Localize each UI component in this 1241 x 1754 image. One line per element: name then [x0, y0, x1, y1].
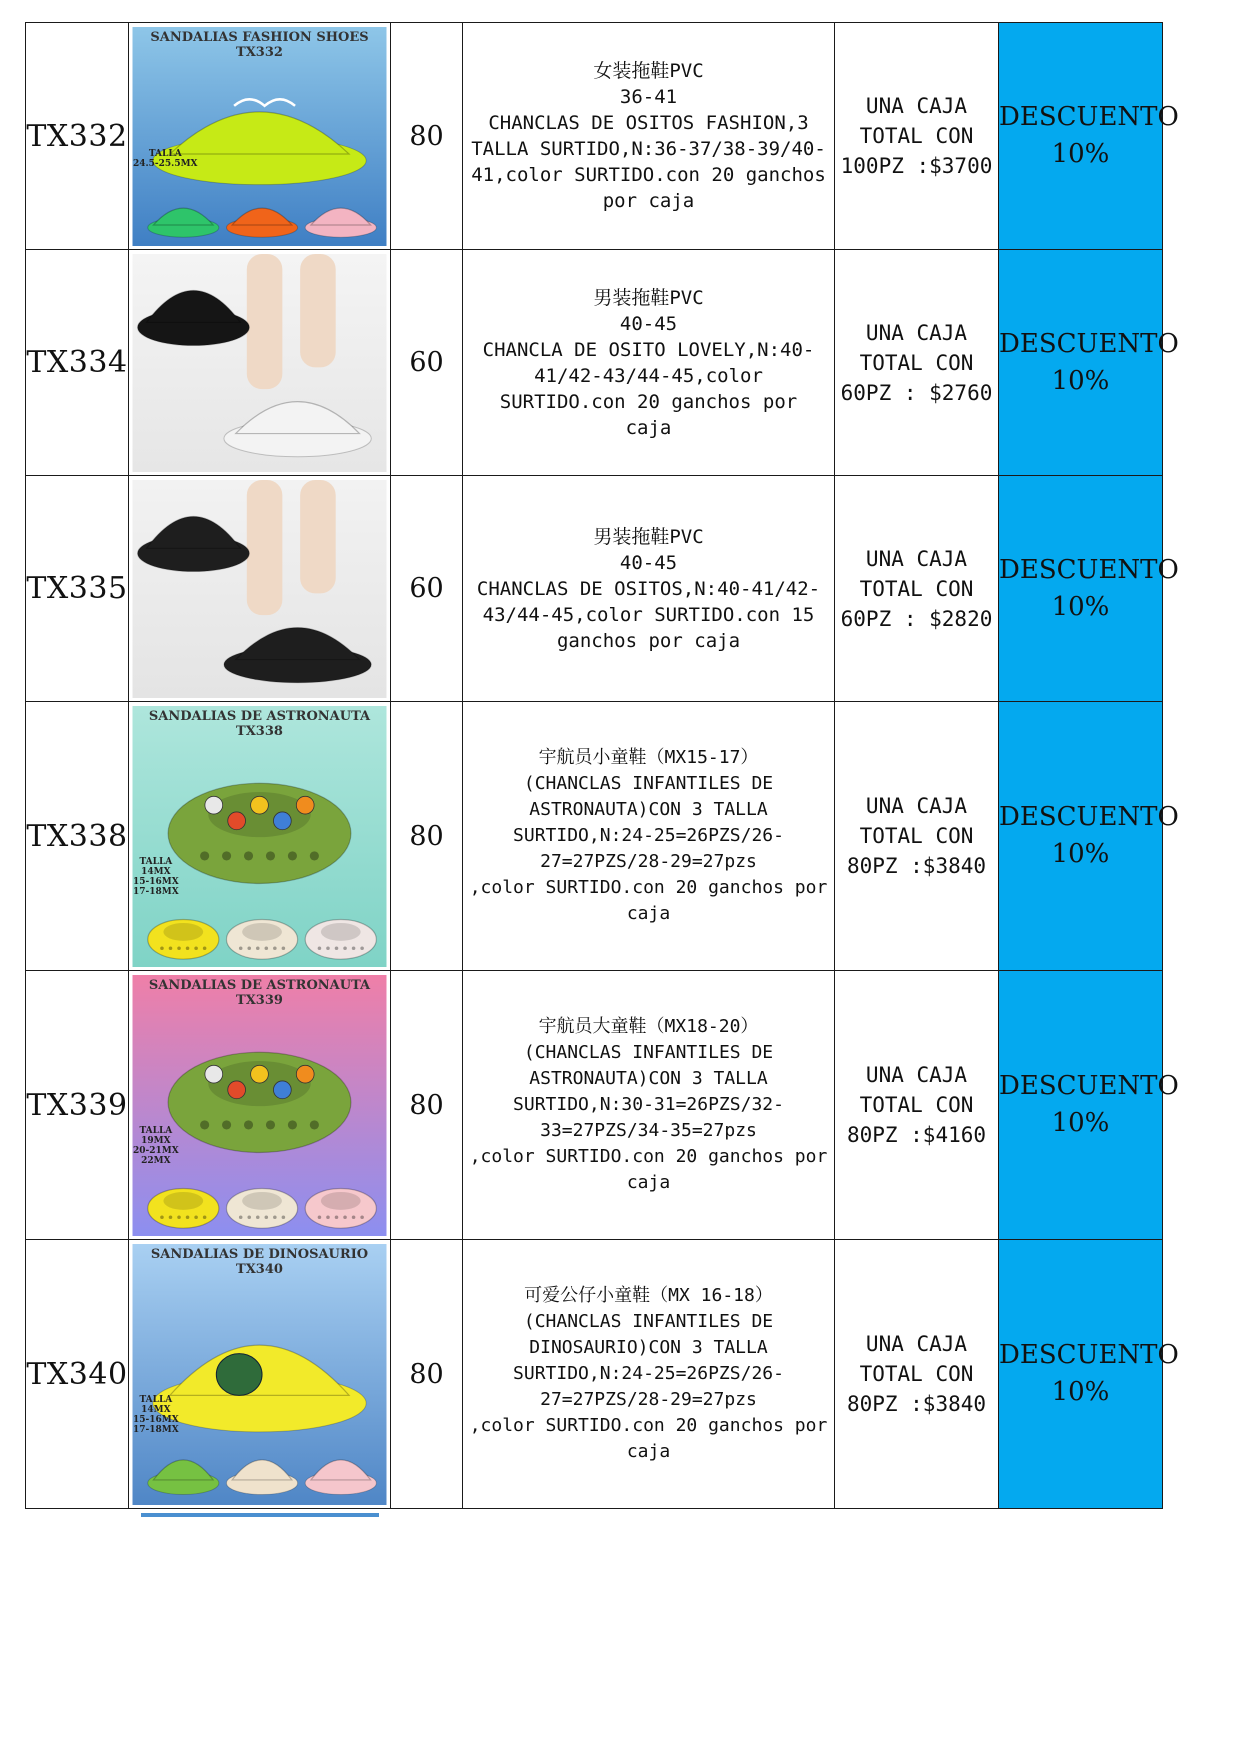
leg-icon	[300, 254, 336, 367]
product-quantity: 80	[391, 23, 463, 250]
image-model: TX338	[236, 723, 283, 739]
description-line: 33=27PZS/34-35=27pzs	[540, 1120, 757, 1141]
discount-badge	[999, 971, 1179, 1240]
description-line: 41/42-43/44-45,color	[534, 364, 763, 387]
size-label: TALLA	[139, 1394, 173, 1405]
price-line: 60PZ : $2820	[840, 606, 993, 631]
discount-badge	[999, 1240, 1179, 1509]
charm-icon	[228, 1080, 246, 1098]
description-line: (CHANCLAS INFANTILES DE	[523, 1311, 774, 1332]
description-line: DINOSAURIO)CON 3 TALLA	[529, 1337, 768, 1358]
size-value: 19MX	[141, 1135, 171, 1146]
price-line: TOTAL CON	[859, 824, 974, 848]
product-price	[835, 971, 999, 1240]
price-line: TOTAL CON	[859, 350, 974, 375]
size-value: 14MX	[141, 866, 171, 877]
description-line: ASTRONAUTA)CON 3 TALLA	[529, 799, 768, 820]
product-photo-art	[129, 1244, 390, 1505]
description-line: SURTIDO,N:24-25=26PZS/26-	[513, 1363, 784, 1384]
description-line: 27=27PZS/28-29=27pzs	[540, 851, 757, 872]
image-title: SANDALIAS DE ASTRONAUTA	[148, 977, 371, 993]
product-description	[463, 702, 835, 971]
discount-line: DESCUENTO	[999, 802, 1179, 832]
discount-line: DESCUENTO	[999, 1071, 1179, 1101]
discount-badge	[999, 476, 1179, 702]
discount-line: 10%	[1051, 1108, 1110, 1138]
product-description	[463, 476, 835, 702]
size-value: 14MX	[141, 1404, 171, 1415]
description-line: 27=27PZS/28-29=27pzs	[540, 1389, 757, 1410]
discount-line: 10%	[1051, 591, 1110, 622]
product-quantity: 80	[391, 1240, 463, 1509]
size-label: TALLA	[139, 1125, 173, 1136]
size-value: 15-16MX	[133, 876, 179, 887]
product-image-cell	[129, 971, 391, 1240]
price-line: UNA CAJA	[865, 546, 968, 571]
variant-shoe-icon	[305, 919, 376, 959]
charm-icon	[205, 1065, 223, 1083]
product-row	[26, 476, 1163, 702]
description-line: caja	[626, 903, 671, 924]
product-quantity: 80	[391, 971, 463, 1240]
description-line: ganchos por caja	[556, 629, 741, 652]
price-line: UNA CAJA	[865, 320, 968, 345]
description-line: (CHANCLAS INFANTILES DE	[523, 773, 774, 794]
price-line: TOTAL CON	[859, 1362, 974, 1386]
size-value: 17-18MX	[133, 886, 179, 897]
discount-badge	[999, 702, 1179, 971]
description-line: por caja	[602, 190, 695, 212]
description-line: SURTIDO,N:30-31=26PZS/32-	[513, 1094, 784, 1115]
price-line: TOTAL CON	[859, 1093, 974, 1117]
image-title: SANDALIAS DE ASTRONAUTA	[148, 708, 371, 724]
product-image	[129, 975, 390, 1236]
description-line: ASTRONAUTA)CON 3 TALLA	[529, 1068, 768, 1089]
description-line: caja	[626, 1441, 671, 1462]
image-underline	[141, 1513, 379, 1517]
description-line: (CHANCLAS INFANTILES DE	[523, 1042, 774, 1063]
image-overlay-text	[129, 30, 390, 60]
image-size-list	[133, 149, 198, 169]
description-line: CHANCLAS DE OSITOS FASHION,3	[488, 112, 809, 134]
product-code: TX338	[26, 702, 129, 971]
discount-badge	[999, 23, 1179, 250]
product-price	[835, 1240, 999, 1509]
product-image	[129, 480, 390, 698]
description-line: SURTIDO.con 20 ganchos por	[499, 390, 798, 413]
size-value: 22MX	[141, 1155, 171, 1166]
charm-icon	[296, 796, 314, 814]
variant-shoe-icon	[226, 919, 297, 959]
price-line: UNA CAJA	[865, 1063, 968, 1087]
product-description	[463, 250, 835, 476]
product-image-cell	[129, 250, 391, 476]
product-description	[463, 23, 835, 250]
description-line: 36-41	[619, 86, 678, 108]
image-size-list	[133, 1395, 179, 1435]
description-line: 宇航员大童鞋（MX18-20）	[538, 1016, 759, 1037]
image-overlay-text	[129, 978, 390, 1008]
product-catalog-table	[25, 22, 1179, 1509]
product-code: TX332	[26, 23, 129, 250]
price-line: 60PZ : $2760	[840, 380, 993, 405]
product-description	[463, 971, 835, 1240]
product-price	[835, 250, 999, 476]
price-line: TOTAL CON	[859, 124, 974, 148]
product-photo-art	[129, 706, 390, 967]
product-row	[26, 971, 1163, 1240]
price-line: UNA CAJA	[865, 1332, 968, 1356]
product-image	[129, 706, 390, 967]
description-line: ,color SURTIDO.con 20 ganchos por	[469, 1415, 828, 1436]
product-price	[835, 476, 999, 702]
size-label: TALLA	[139, 856, 173, 867]
description-line: 41,color SURTIDO.con 20 ganchos	[471, 164, 826, 186]
description-line: 40-45	[619, 551, 678, 574]
price-line: 80PZ :$3840	[846, 854, 987, 878]
image-title: SANDALIAS DE DINOSAURIO	[150, 1246, 369, 1262]
price-line: 80PZ :$4160	[846, 1123, 987, 1147]
discount-line: 10%	[1051, 839, 1110, 869]
size-value: 24.5-25.5MX	[133, 159, 198, 170]
discount-line: 10%	[1051, 139, 1110, 169]
product-photo-art	[129, 975, 390, 1236]
description-line: 40-45	[619, 312, 678, 335]
image-overlay-text	[129, 1247, 390, 1277]
charm-icon	[228, 811, 246, 829]
description-line: caja	[625, 416, 672, 439]
discount-line: 10%	[1051, 365, 1110, 396]
product-image	[129, 27, 390, 246]
image-model: TX340	[236, 1261, 283, 1277]
product-code: TX335	[26, 476, 129, 702]
product-image	[129, 254, 390, 472]
variant-shoe-icon	[305, 1188, 376, 1228]
image-model: TX332	[236, 44, 283, 60]
description-line: CHANCLA DE OSITO LOVELY,N:40-	[482, 338, 815, 361]
product-image-cell	[129, 1240, 391, 1509]
description-line: 男装拖鞋PVC	[593, 525, 704, 548]
description-line: CHANCLAS DE OSITOS,N:40-41/42-	[476, 577, 821, 600]
discount-line: DESCUENTO	[999, 328, 1179, 359]
discount-line: DESCUENTO	[999, 1340, 1179, 1370]
size-value: 15-16MX	[133, 1414, 179, 1425]
charm-icon	[273, 811, 291, 829]
leg-icon	[247, 254, 283, 389]
product-photo-art	[129, 254, 390, 472]
image-model: TX339	[236, 992, 283, 1008]
price-line: UNA CAJA	[865, 94, 968, 118]
charm-icon	[251, 796, 269, 814]
size-value: 17-18MX	[133, 1424, 179, 1435]
image-title: SANDALIAS FASHION SHOES	[150, 29, 369, 45]
description-line: 43/44-45,color SURTIDO.con 15	[482, 603, 815, 626]
description-line: ,color SURTIDO.con 20 ganchos por	[469, 1146, 828, 1167]
variant-shoe-icon	[148, 919, 219, 959]
description-line: 可爱公仔小童鞋（MX 16-18）	[524, 1285, 773, 1306]
price-line: 80PZ :$3840	[846, 1392, 987, 1416]
image-size-list	[133, 1126, 179, 1166]
product-image-cell	[129, 476, 391, 702]
product-image	[129, 1244, 390, 1505]
discount-line: DESCUENTO	[999, 554, 1179, 585]
charm-icon	[205, 796, 223, 814]
description-line: caja	[626, 1172, 671, 1193]
product-image-cell	[129, 23, 391, 250]
variant-shoe-icon	[226, 1188, 297, 1228]
image-overlay-text	[129, 709, 390, 739]
description-line: 女装拖鞋PVC	[593, 60, 704, 82]
product-row	[26, 23, 1163, 250]
dinosaur-charm-icon	[216, 1353, 262, 1395]
product-row	[26, 1240, 1163, 1509]
image-size-list	[133, 857, 179, 897]
size-value: 20-21MX	[133, 1145, 179, 1156]
charm-icon	[273, 1080, 291, 1098]
product-code: TX340	[26, 1240, 129, 1509]
product-image-cell	[129, 702, 391, 971]
discount-line: DESCUENTO	[999, 102, 1179, 132]
size-label: TALLA	[148, 149, 182, 160]
product-code: TX334	[26, 250, 129, 476]
description-line: TALLA SURTIDO,N:36-37/38-39/40-	[471, 138, 826, 160]
price-line: 100PZ :$3700	[840, 154, 993, 178]
price-line: UNA CAJA	[865, 794, 968, 818]
product-quantity: 80	[391, 702, 463, 971]
description-line: 男装拖鞋PVC	[593, 286, 704, 309]
description-line: ,color SURTIDO.con 20 ganchos por	[469, 877, 828, 898]
discount-line: 10%	[1051, 1377, 1110, 1407]
charm-icon	[251, 1065, 269, 1083]
product-description	[463, 1240, 835, 1509]
description-line: SURTIDO,N:24-25=26PZS/26-	[513, 825, 784, 846]
product-price	[835, 702, 999, 971]
discount-badge	[999, 250, 1179, 476]
product-quantity: 60	[391, 250, 463, 476]
leg-icon	[247, 480, 283, 615]
product-row	[26, 250, 1163, 476]
product-code: TX339	[26, 971, 129, 1240]
product-row	[26, 702, 1163, 971]
catalog-body	[26, 23, 1179, 1509]
product-quantity: 60	[391, 476, 463, 702]
product-price	[835, 23, 999, 250]
price-line: TOTAL CON	[859, 576, 974, 601]
charm-icon	[296, 1065, 314, 1083]
product-photo-art	[129, 480, 390, 698]
leg-icon	[300, 480, 336, 593]
description-line: 宇航员小童鞋（MX15-17）	[538, 747, 759, 768]
variant-shoe-icon	[148, 1188, 219, 1228]
